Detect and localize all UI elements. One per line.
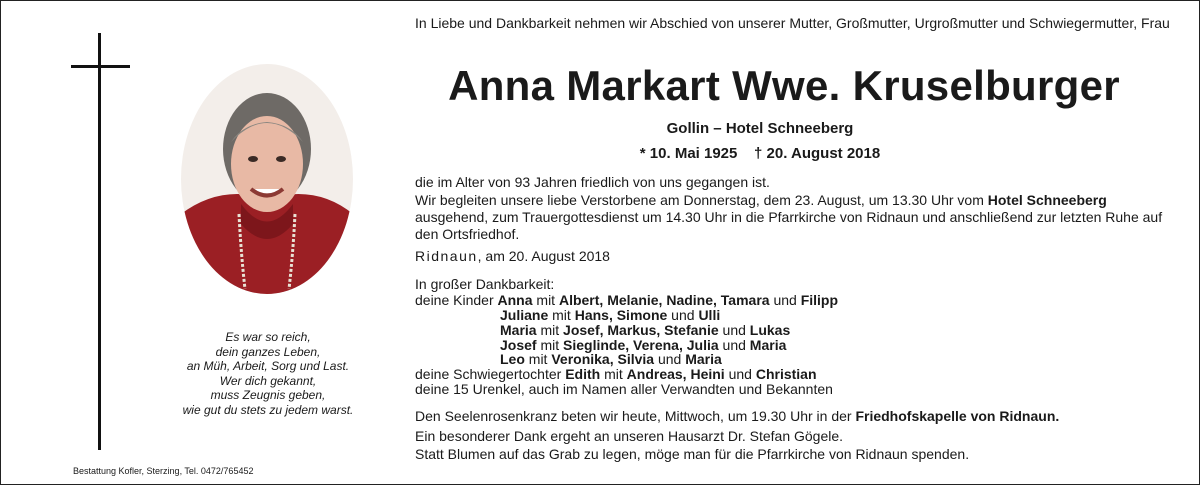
family-names: Sieglinde, Verena, Julia: [563, 337, 719, 353]
doctor-thanks-line: Ein besonderer Dank ergeht an unseren Hausarzt Dr. Stefan Gögele.: [415, 428, 844, 444]
child-name: Juliane: [500, 307, 549, 323]
child-name: Josef: [500, 337, 537, 353]
place-date: [415, 248, 610, 265]
funeral-paragraph: [415, 192, 1180, 243]
connector: mit: [536, 337, 564, 353]
deceased-name: Anna Markart Wwe. Kruselburger: [448, 62, 1120, 109]
place-date-rest: , am 20. August 2018: [477, 248, 610, 264]
family-names-last: Christian: [755, 366, 817, 382]
poem-line: Wer dich gekannt,: [219, 373, 317, 388]
funeral-location: Hotel Schneeberg: [987, 192, 1107, 208]
connector: und: [718, 337, 750, 353]
flowers-line: Statt Blumen auf das Grab zu legen, möge man für die Pfarrkirche von Ridnaun spenden.: [415, 446, 970, 462]
rosary-line: [415, 408, 1059, 425]
dates-line: * 10. Mai 1925 † 20. August 2018: [639, 145, 881, 162]
child-name: Maria: [500, 322, 537, 338]
connector: mit: [600, 366, 627, 382]
connector: mit: [524, 351, 552, 367]
poem-line: wie gut du stets zu jedem warst.: [182, 402, 354, 417]
family-names-last: Filipp: [800, 292, 839, 308]
connector: deine Schwiegertochter: [415, 366, 566, 382]
rosary-text: Den Seelenrosenkranz beten wir heute, Mittwoch, um 19.30 Uhr in der: [415, 408, 856, 424]
family-names-last: Lukas: [749, 322, 791, 338]
intro-text: In Liebe und Dankbarkeit nehmen wir Abschied von unserer Mutter, Großmutter, Urgroßmutter und Schwiegermutter, Frau: [415, 15, 1170, 31]
family-names: Albert, Melanie, Nadine, Tamara: [558, 292, 770, 308]
cross-icon-bar: [71, 65, 130, 68]
family-names-last: Ulli: [698, 307, 721, 323]
funeral-text-end: ausgehend, zum Trauergottesdienst um 14.30 Uhr in die Pfarrkirche von Ridnaun und anschließend zur letzten Ruhe auf den Ortsfriedhof.: [415, 209, 1163, 242]
connector: und: [718, 322, 750, 338]
family-names: Andreas, Heini: [626, 366, 725, 382]
portrait-photo: [181, 64, 353, 294]
connector: und: [769, 292, 801, 308]
poem-line: muss Zeugnis geben,: [210, 388, 326, 402]
poem-line: dein ganzes Leben,: [215, 344, 321, 359]
funeral-text: Wir begleiten unsere liebe Verstorbene am Donnerstag, dem 23. August, um 13.30 Uhr vom: [415, 192, 988, 208]
rosary-location: Friedhofskapelle von Ridnaun.: [855, 408, 1060, 424]
family-names-last: Maria: [685, 351, 722, 367]
children-prefix: deine Kinder: [415, 292, 498, 308]
age-line: die im Alter von 93 Jahren friedlich von uns gegangen ist.: [415, 174, 770, 190]
family-names: Veronika, Silvia: [551, 351, 655, 367]
connector: mit: [536, 322, 564, 338]
child-name: Anna: [497, 292, 533, 308]
great-grandchildren-line: deine 15 Urenkel, auch im Namen aller Verwandten und Bekannten: [415, 381, 833, 397]
connector: mit: [532, 292, 559, 308]
family-names-last: Maria: [749, 337, 787, 353]
funeral-home-credit: Bestattung Kofler, Sterzing, Tel. 0472/765452: [73, 466, 254, 476]
family-names: Hans, Simone: [574, 307, 668, 323]
family-names: Edith: [565, 366, 601, 382]
family-names: Josef, Markus, Stefanie: [563, 322, 719, 338]
place-date-town: Ridnaun: [415, 248, 478, 264]
thanks-heading: In großer Dankbarkeit:: [415, 276, 555, 292]
child-name: Leo: [500, 351, 525, 367]
connector: und: [654, 351, 686, 367]
connector: mit: [548, 307, 575, 323]
poem: [150, 330, 386, 417]
poem-line: an Müh, Arbeit, Sorg und Last.: [186, 359, 350, 373]
connector: und: [667, 307, 699, 323]
poem-line: Es war so reich,: [225, 330, 311, 344]
place-line: Gollin – Hotel Schneeberg: [666, 120, 854, 137]
connector: und: [724, 366, 756, 382]
cross-icon: [98, 33, 101, 450]
